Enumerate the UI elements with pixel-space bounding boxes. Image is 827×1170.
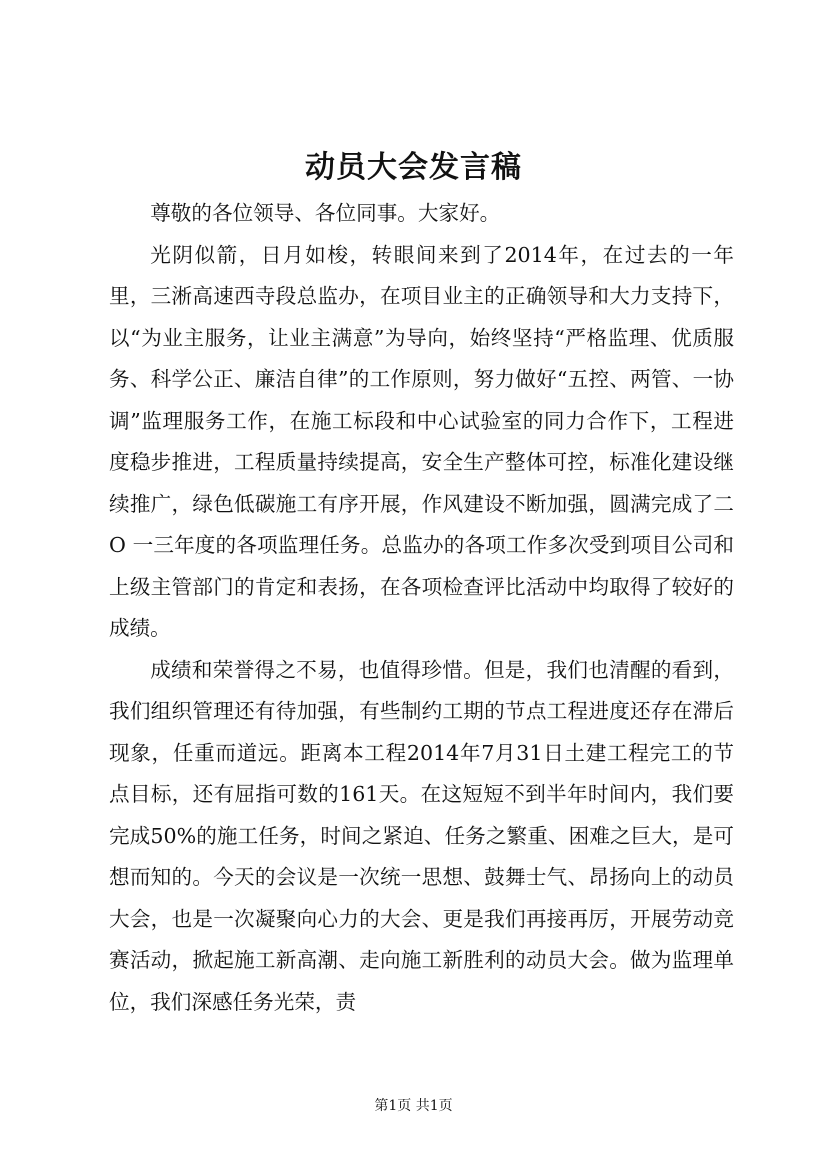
document-title: 动员大会发言稿 (305, 150, 522, 185)
paragraph-achievements: 光阴似箭，日月如梭，转眼间来到了2014年，在过去的一年里，三淅高速西寺段总监办，在项目业主的正确领导和大力支持下，以“为业主服务，让业主满意”为导向，始终坚持“严格监理、优质服务、科学公正、廉洁自律”的工作原则，努力做好“五控、两管、一协调”监理服务工作，在施工标段和中心试验室的同力合作下，工程进度稳步推进，工程质量持续提高，安全生产整体可控，标准化建设继续推广，绿色低碳施工有序开展，作风建设不断加强，圆满完成了二 O 一三年度的各项监理任务。总监办的各项工作多次受到项目公司和上级主管部门的肯定和表扬，在各项检查评比活动中均取得了较好的成绩。 (109, 242, 734, 640)
paragraph-challenges: 成绩和荣誉得之不易，也值得珍惜。但是，我们也清醒的看到，我们组织管理还有待加强，有些制约工期的节点工程进度还存在滞后现象，任重而道远。距离本工程2014年7月31日土建工程完工的节点目标，还有屈指可数的161天。在这短短不到半年时间内，我们要完成50%的施工任务，时间之紧迫、任务之繁重、困难之巨大，是可想而知的。今天的会议是一次统一思想、鼓舞士气、昂扬向上的动员大会，也是一次凝聚向心力的大会、更是我们再接再厉，开展劳动竞赛活动，掀起施工新高潮、走向施工新胜利的动员大会。做为监理单位，我们深感任务光荣，责 (109, 657, 734, 1014)
page-footer: 第1页 共1页 (374, 1098, 453, 1114)
paragraph-greeting: 尊敬的各位领导、各位同事。大家好。 (150, 201, 501, 225)
document-body (109, 193, 734, 1023)
